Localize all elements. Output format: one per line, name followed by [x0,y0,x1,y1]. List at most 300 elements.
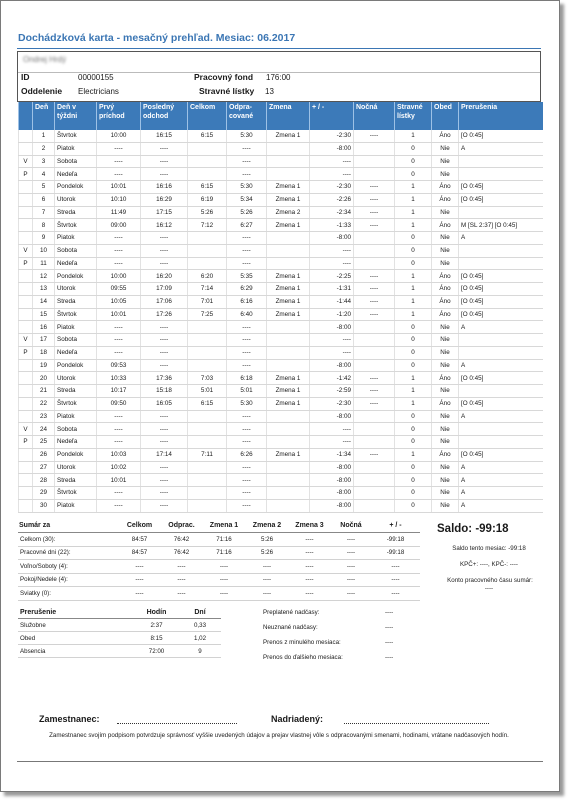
table-cell: 5:26 [227,206,267,219]
table-cell: ---- [310,346,354,359]
table-row [19,499,543,512]
table-cell: 9 [33,232,55,245]
column-header: Posledný odchod [141,102,188,130]
table-cell [19,499,33,512]
table-cell: Nie [432,359,459,372]
table-cell [188,410,227,423]
table-cell: Nie [432,436,459,449]
table-cell: 0 [395,257,432,270]
table-cell: Sobota [55,334,97,347]
table-cell [19,193,33,206]
table-cell: -8:00 [310,410,354,423]
table-cell [354,142,395,155]
table-cell [459,385,543,398]
summary-row [18,546,420,560]
table-cell: A [459,474,543,487]
table-cell: ---- [227,321,267,334]
table-cell: ---- [310,436,354,449]
table-cell: Štvrtok [55,487,97,500]
table-cell: 1 [395,283,432,296]
table-cell: Nie [432,423,459,436]
table-cell: ---- [97,487,141,500]
table-cell: ---- [141,423,188,436]
table-cell: 1 [395,219,432,232]
table-cell [354,168,395,181]
table-row [19,321,543,334]
summary-cell: ---- [161,560,202,574]
table-cell [19,130,33,142]
table-cell: ---- [141,257,188,270]
table-cell: 16:16 [141,181,188,194]
table-cell: Zmena 1 [267,397,310,410]
table-cell [459,155,543,168]
table-cell: 14 [33,295,55,308]
table-cell: Zmena 1 [267,283,310,296]
table-cell: 7:25 [188,308,227,321]
table-cell: 7:14 [188,283,227,296]
table-row [19,397,543,410]
table-cell: 30 [33,499,55,512]
table-cell: -2:25 [310,270,354,283]
table-cell: Áno [432,283,459,296]
table-cell: 7:12 [188,219,227,232]
summary-cell: ---- [331,560,371,574]
table-cell: 7:01 [188,295,227,308]
table-cell: 17:14 [141,448,188,461]
table-cell: 21 [33,385,55,398]
table-cell: 26 [33,448,55,461]
table-cell: ---- [227,257,267,270]
table-cell: 0 [395,168,432,181]
table-cell: Utorok [55,193,97,206]
table-cell [19,321,33,334]
table-cell: Zmena 1 [267,295,310,308]
table-cell [188,499,227,512]
table-cell: A [459,359,543,372]
table-cell: -1:44 [310,295,354,308]
interruption-cell: Obed [18,632,134,645]
table-cell: 27 [33,461,55,474]
table-cell [354,321,395,334]
table-cell: -2:30 [310,130,354,142]
column-header: + / - [310,102,354,130]
table-cell: 6 [33,193,55,206]
summary-cell: ---- [288,573,331,587]
table-cell: 09:55 [97,283,141,296]
table-cell: V [19,334,33,347]
table-cell: 5:30 [227,181,267,194]
summary-cell: ---- [288,560,331,574]
summary-cell: 71:16 [202,533,246,547]
table-cell: 10:01 [97,474,141,487]
table-cell: A [459,410,543,423]
table-cell [188,461,227,474]
table-cell: ---- [141,359,188,372]
column-header: Obed [432,102,459,130]
table-cell: ---- [227,487,267,500]
interruption-row [18,645,221,658]
table-row [19,219,543,232]
table-cell [354,423,395,436]
table-cell [354,346,395,359]
table-cell: ---- [141,244,188,257]
summary-column-header: Celkom [118,519,161,533]
table-cell: 0 [395,499,432,512]
table-cell: Piatok [55,142,97,155]
table-cell: Nie [432,168,459,181]
table-cell: P [19,346,33,359]
table-cell: Zmena 2 [267,206,310,219]
table-cell: 16:29 [141,193,188,206]
table-cell: 28 [33,474,55,487]
table-cell: 1 [395,448,432,461]
manager-signature-line [344,723,489,724]
table-cell: 0 [395,155,432,168]
table-cell: -8:00 [310,474,354,487]
table-cell [188,487,227,500]
table-cell: ---- [354,385,395,398]
summary-column-header: + / - [371,519,420,533]
page-title: Dochádzková karta - mesačný prehľad. Mesiac: 06.2017 [18,32,296,44]
table-cell: 5:35 [227,270,267,283]
table-cell: ---- [97,321,141,334]
table-cell: ---- [97,423,141,436]
table-cell: 10:33 [97,372,141,385]
table-cell: 0 [395,142,432,155]
table-cell [459,346,543,359]
table-cell: [O 0:45] [459,295,543,308]
table-cell: -8:00 [310,142,354,155]
table-cell: Áno [432,397,459,410]
table-cell: Streda [55,385,97,398]
table-cell [19,232,33,245]
summary-cell: ---- [288,533,331,547]
table-cell: Áno [432,308,459,321]
table-row [19,461,543,474]
table-cell: 6:15 [188,397,227,410]
table-cell: 0 [395,474,432,487]
table-cell: -1:20 [310,308,354,321]
table-cell: 09:53 [97,359,141,372]
table-cell: A [459,461,543,474]
table-cell [188,232,227,245]
table-cell: 6:29 [227,283,267,296]
table-cell: Nie [432,499,459,512]
table-cell: ---- [141,436,188,449]
summary-column-header: Zmena 2 [246,519,288,533]
table-cell: ---- [354,372,395,385]
table-cell [19,410,33,423]
summary-cell: ---- [161,587,202,601]
table-cell [267,474,310,487]
table-cell: ---- [354,181,395,194]
table-cell: Nie [432,155,459,168]
table-cell: Piatok [55,499,97,512]
table-cell: ---- [141,142,188,155]
summary-table [18,519,420,601]
summary-cell: ---- [246,587,288,601]
payment-value: ---- [385,609,394,616]
table-cell: V [19,244,33,257]
table-row [19,359,543,372]
interruption-cell: Služobne [18,619,134,632]
interruption-cell: Absencia [18,645,134,658]
table-cell: 10:03 [97,448,141,461]
table-row [19,436,543,449]
table-cell: Zmena 1 [267,181,310,194]
payment-value: ---- [385,639,394,646]
table-cell: 18 [33,346,55,359]
table-cell [19,487,33,500]
table-row [19,130,543,142]
table-cell [459,436,543,449]
table-row [19,410,543,423]
table-cell: -2:26 [310,193,354,206]
table-cell: 6:26 [227,448,267,461]
summary-header-row [18,519,420,533]
table-cell: Piatok [55,321,97,334]
table-cell: 6:16 [227,295,267,308]
table-cell: Áno [432,193,459,206]
table-cell: [O 0:45] [459,193,543,206]
table-cell: 8 [33,219,55,232]
table-cell: 17:09 [141,283,188,296]
table-cell [19,385,33,398]
table-cell: Sobota [55,244,97,257]
summary-cell: ---- [331,587,371,601]
table-cell [354,499,395,512]
meal-tickets-value: 13 [265,87,274,96]
table-cell: ---- [227,423,267,436]
table-cell: Streda [55,295,97,308]
payment-label: Prenos z minulého mesiaca: [263,639,341,646]
table-cell: ---- [141,499,188,512]
table-cell: 1 [395,372,432,385]
table-cell: ---- [227,346,267,359]
column-header: Celkom [188,102,227,130]
manager-signature-label: Nadriadený: [271,714,324,724]
table-cell [188,168,227,181]
table-cell: ---- [354,206,395,219]
table-cell [188,474,227,487]
table-cell: P [19,436,33,449]
table-cell: 4 [33,168,55,181]
table-row [19,193,543,206]
table-cell: Zmena 1 [267,219,310,232]
summary-cell: ---- [118,560,161,574]
table-cell: 17:15 [141,206,188,219]
table-row [19,308,543,321]
table-cell: 17:06 [141,295,188,308]
table-cell: ---- [227,334,267,347]
table-cell [267,499,310,512]
table-cell: Nie [432,232,459,245]
table-cell: ---- [354,130,395,142]
table-cell [188,436,227,449]
payment-label: Preplatené nadčasy: [263,609,320,616]
table-cell: ---- [97,346,141,359]
table-cell: -8:00 [310,359,354,372]
table-cell: Sobota [55,155,97,168]
table-cell [267,168,310,181]
summary-column-header: Odprac. [161,519,202,533]
table-cell [354,334,395,347]
summary-cell: 5:26 [246,546,288,560]
table-cell: [O 0:45] [459,308,543,321]
table-cell: -1:31 [310,283,354,296]
summary-cell: ---- [288,587,331,601]
table-cell: 1 [395,206,432,219]
table-cell: ---- [97,155,141,168]
table-cell [267,487,310,500]
summary-column-header: Zmena 1 [202,519,246,533]
summary-row [18,587,420,601]
table-cell: ---- [141,461,188,474]
table-cell: ---- [310,257,354,270]
table-cell: -2:34 [310,206,354,219]
table-cell: -8:00 [310,232,354,245]
table-cell: 17:26 [141,308,188,321]
table-cell: V [19,423,33,436]
table-cell: 0 [395,359,432,372]
table-cell: Áno [432,219,459,232]
table-cell [354,436,395,449]
summary-cell: 71:16 [202,546,246,560]
summary-cell: ---- [371,587,420,601]
table-cell [459,244,543,257]
table-cell [267,257,310,270]
table-cell: A [459,321,543,334]
column-header: Deň v týždni [55,102,97,130]
table-cell [267,244,310,257]
table-cell: -2:59 [310,385,354,398]
table-cell: 2 [33,142,55,155]
table-cell: 10:02 [97,461,141,474]
table-cell [459,257,543,270]
table-cell: ---- [97,257,141,270]
interruption-row [18,632,221,645]
table-cell: ---- [227,410,267,423]
table-cell [267,461,310,474]
table-cell: ---- [310,168,354,181]
table-cell: 0 [395,334,432,347]
table-cell: 17 [33,334,55,347]
table-cell: 09:50 [97,397,141,410]
summary-cell: ---- [331,546,371,560]
table-cell: 3 [33,155,55,168]
table-cell: 1 [395,308,432,321]
summary-cell: ---- [161,573,202,587]
table-cell: Zmena 1 [267,130,310,142]
payment-value: ---- [385,654,394,661]
table-cell: ---- [354,295,395,308]
table-cell: 10:01 [97,181,141,194]
table-cell: V [19,155,33,168]
table-cell [19,372,33,385]
department-label: Oddelenie [21,86,63,96]
table-cell: 0 [395,487,432,500]
table-cell: Utorok [55,283,97,296]
summary-body [18,533,420,601]
table-cell [267,410,310,423]
summary-cell: 84:57 [118,533,161,547]
table-cell: ---- [227,244,267,257]
table-cell: Zmena 1 [267,193,310,206]
table-cell [19,474,33,487]
table-cell: ---- [354,283,395,296]
table-cell: 15 [33,308,55,321]
table-cell: Pondelok [55,359,97,372]
saldo-total: Saldo: -99:18 [437,523,509,535]
table-row [19,244,543,257]
table-cell: 16 [33,321,55,334]
summary-cell: ---- [371,573,420,587]
interruption-cell: 72:00 [134,645,179,658]
signature-disclaimer: Zamestnanec svojím podpisom potvrdzuje správnosť vyššie uvedených údajov a prejav vlastnej vôle s odpracovanými smenami, hodinami, vrátane nadčasových hodín. [49,732,509,739]
table-cell: 7:03 [188,372,227,385]
table-cell: 5:30 [227,397,267,410]
fund-label: Pracovný fond [194,72,254,82]
summary-row [18,533,420,547]
table-cell [19,219,33,232]
table-cell: Áno [432,448,459,461]
table-cell [267,346,310,359]
table-cell: 09:00 [97,219,141,232]
table-cell: 10:00 [97,270,141,283]
table-cell: ---- [354,308,395,321]
table-cell: Áno [432,270,459,283]
interruption-cell: 8:15 [134,632,179,645]
table-cell: ---- [310,155,354,168]
table-cell: [O 0:45] [459,181,543,194]
column-header: Deň [33,102,55,130]
summary-cell: ---- [331,533,371,547]
summary-row [18,560,420,574]
table-cell [267,142,310,155]
employee-signature-label: Zamestnanec: [39,714,100,724]
table-cell: 6:19 [188,193,227,206]
table-cell [188,423,227,436]
table-cell: Piatok [55,232,97,245]
table-cell: Pondelok [55,448,97,461]
table-cell [188,334,227,347]
table-cell: 15:18 [141,385,188,398]
id-value: 00000155 [78,73,114,82]
table-cell: -2:30 [310,181,354,194]
table-row [19,334,543,347]
table-row [19,283,543,296]
table-cell: ---- [354,270,395,283]
table-cell: Nie [432,461,459,474]
table-cell: ---- [310,423,354,436]
table-cell: -2:30 [310,397,354,410]
table-cell: 5:01 [227,385,267,398]
column-header: Odpra- cované [227,102,267,130]
table-cell: ---- [227,168,267,181]
table-cell: 0 [395,461,432,474]
column-header [19,102,33,130]
table-cell: 1 [33,130,55,142]
title-divider [17,48,541,49]
table-cell: 24 [33,423,55,436]
table-cell [188,346,227,359]
attendance-header-row [19,102,543,130]
summary-cell: Pokoj/Nedele (4): [18,573,118,587]
summary-cell: 84:57 [118,546,161,560]
table-cell: Pondelok [55,270,97,283]
table-cell [354,474,395,487]
footer-divider [17,761,543,762]
